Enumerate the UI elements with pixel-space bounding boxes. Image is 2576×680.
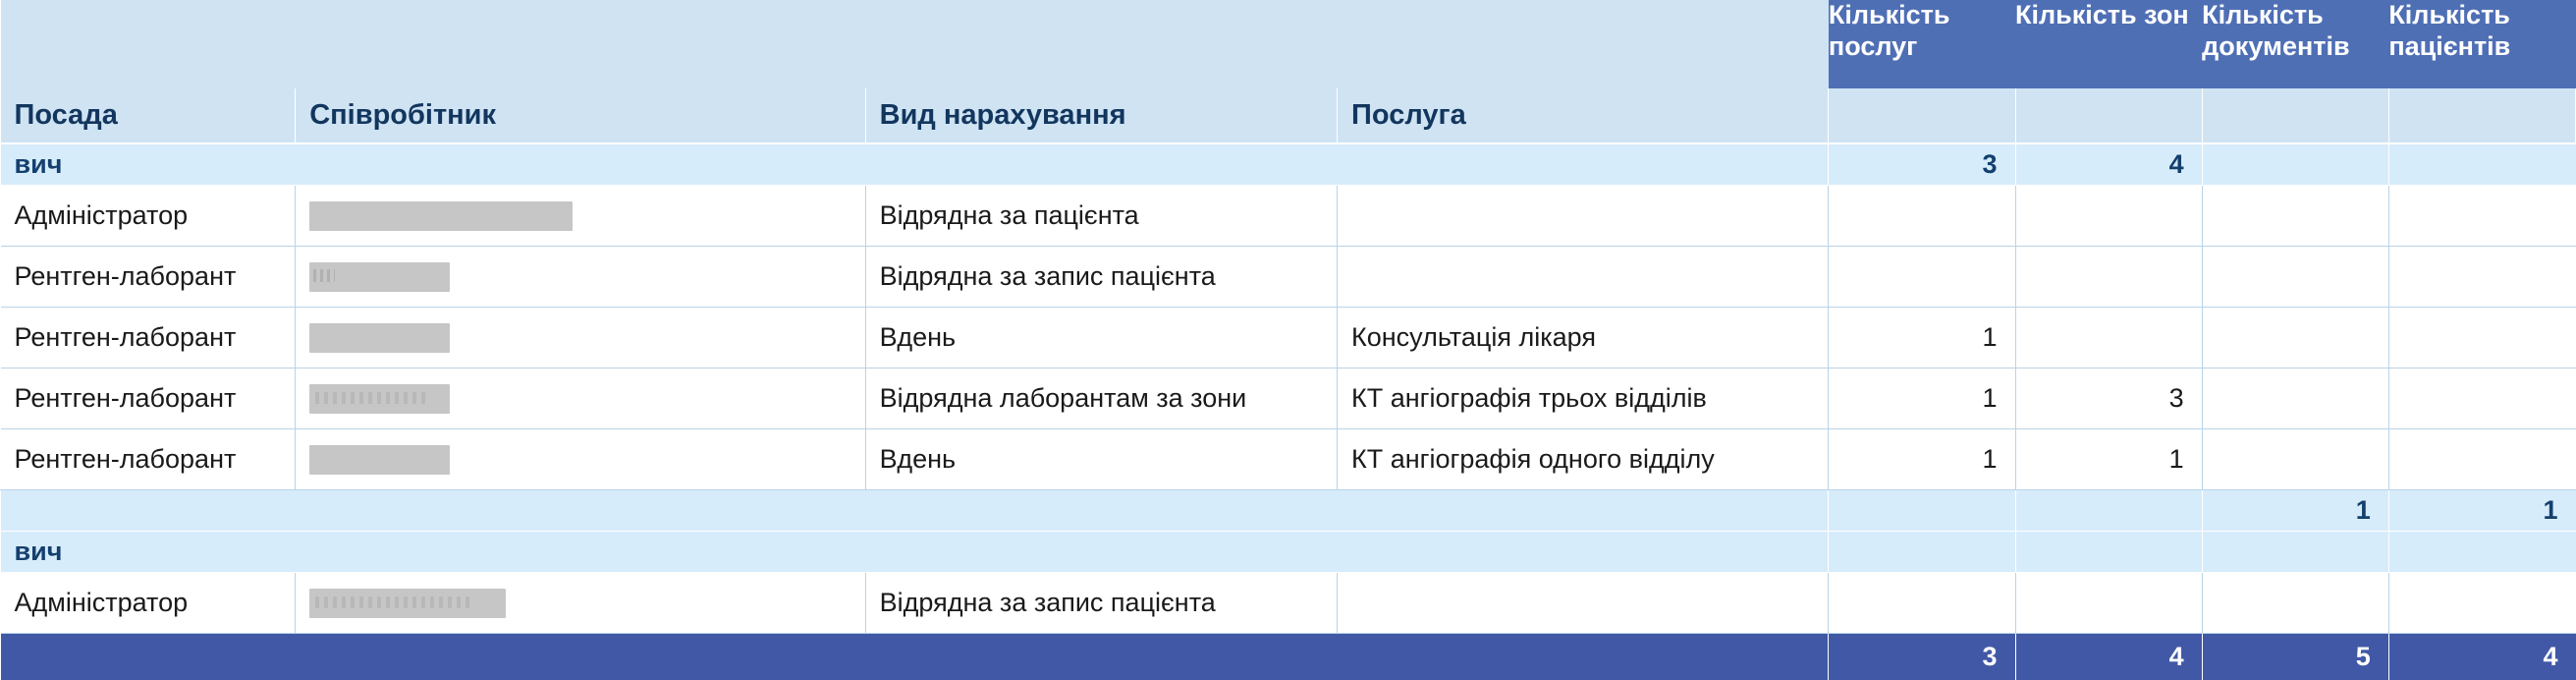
column-header-numeric-4	[2388, 88, 2575, 143]
cell-post: Рентген-лаборант	[1, 246, 296, 307]
cell-patients	[2388, 185, 2575, 246]
redacted-employee-name	[309, 445, 450, 475]
cell-zones	[2015, 246, 2202, 307]
column-header-numeric-2	[2015, 88, 2202, 143]
subtotal-patients: 1	[2388, 489, 2575, 531]
cell-kind: Відрядна за запис пацієнта	[865, 572, 1337, 633]
table-row[interactable]	[1, 368, 2576, 428]
cell-documents	[2202, 572, 2388, 633]
redacted-employee-name	[309, 201, 573, 231]
cell-services: 1	[1829, 368, 2015, 428]
group-title: вич	[1, 531, 1829, 572]
subtotal-services	[1829, 489, 2015, 531]
cell-post: Адміністратор	[1, 185, 296, 246]
cell-zones: 1	[2015, 428, 2202, 489]
cell-patients	[2388, 428, 2575, 489]
table-row[interactable]	[1, 185, 2576, 246]
cell-patients	[2388, 368, 2575, 428]
cell-post: Рентген-лаборант	[1, 428, 296, 489]
cell-service	[1338, 185, 1829, 246]
header-blank-cell	[1, 0, 1829, 88]
subtotal-documents: 1	[2202, 489, 2388, 531]
cell-documents	[2202, 428, 2388, 489]
cell-post: Адміністратор	[1, 572, 296, 633]
group-total-patients	[2388, 143, 2575, 185]
cell-kind: Відрядна за пацієнта	[865, 185, 1337, 246]
header-numeric-2: Кількість зон	[2015, 0, 2202, 88]
column-header-service: Послуга	[1338, 88, 1829, 143]
cell-employee	[296, 307, 865, 368]
cell-patients	[2388, 246, 2575, 307]
subtotal-label	[1, 489, 1829, 531]
column-header-kind: Вид нарахування	[865, 88, 1337, 143]
header-top-band	[1, 0, 2576, 88]
cell-services	[1829, 246, 2015, 307]
group-total-zones: 4	[2015, 143, 2202, 185]
header-numeric-1: Кількість послуг	[1829, 0, 2015, 88]
cell-patients	[2388, 307, 2575, 368]
group-total-services: 3	[1829, 143, 2015, 185]
grand-total-patients: 4	[2388, 633, 2575, 680]
grand-total-documents: 5	[2202, 633, 2388, 680]
header-columns-row	[1, 88, 2576, 143]
cell-kind: Вдень	[865, 307, 1337, 368]
grand-total-zones: 4	[2015, 633, 2202, 680]
cell-zones	[2015, 307, 2202, 368]
cell-zones	[2015, 185, 2202, 246]
cell-patients	[2388, 572, 2575, 633]
cell-documents	[2202, 185, 2388, 246]
cell-service	[1338, 246, 1829, 307]
column-header-numeric-3	[2202, 88, 2388, 143]
cell-documents	[2202, 368, 2388, 428]
cell-service: КТ ангіографія трьох відділів	[1338, 368, 1829, 428]
cell-post: Рентген-лаборант	[1, 368, 296, 428]
cell-zones: 3	[2015, 368, 2202, 428]
group-row[interactable]	[1, 531, 2576, 572]
header-numeric-3: Кількість документів	[2202, 0, 2388, 88]
column-header-numeric-1	[1829, 88, 2015, 143]
cell-zones	[2015, 572, 2202, 633]
header-numeric-4: Кількість пацієнтів	[2388, 0, 2575, 88]
cell-services	[1829, 572, 2015, 633]
cell-services: 1	[1829, 307, 2015, 368]
table-row[interactable]	[1, 428, 2576, 489]
cell-service	[1338, 572, 1829, 633]
group-subtotal-row	[1, 489, 2576, 531]
grand-total-row	[1, 633, 2576, 680]
grand-total-label	[1, 633, 1829, 680]
cell-employee	[296, 185, 865, 246]
redacted-employee-name	[309, 384, 450, 414]
cell-documents	[2202, 246, 2388, 307]
redacted-employee-name	[309, 323, 450, 353]
cell-employee	[296, 428, 865, 489]
group-total-documents	[2202, 531, 2388, 572]
group-total-patients	[2388, 531, 2575, 572]
cell-kind: Відрядна лаборантам за зони	[865, 368, 1337, 428]
cell-employee	[296, 246, 865, 307]
group-title: вич	[1, 143, 1829, 185]
report-body	[1, 0, 2576, 680]
cell-post: Рентген-лаборант	[1, 307, 296, 368]
cell-employee	[296, 572, 865, 633]
table-row[interactable]	[1, 307, 2576, 368]
cell-kind: Відрядна за запис пацієнта	[865, 246, 1337, 307]
subtotal-zones	[2015, 489, 2202, 531]
redacted-employee-name	[309, 589, 506, 618]
cell-services: 1	[1829, 428, 2015, 489]
cell-service: КТ ангіографія одного відділу	[1338, 428, 1829, 489]
table-row[interactable]	[1, 572, 2576, 633]
group-row[interactable]	[1, 143, 2576, 185]
column-header-post: Посада	[1, 88, 296, 143]
cell-kind: Вдень	[865, 428, 1337, 489]
cell-documents	[2202, 307, 2388, 368]
group-total-zones	[2015, 531, 2202, 572]
cell-services	[1829, 185, 2015, 246]
cell-employee	[296, 368, 865, 428]
group-total-documents	[2202, 143, 2388, 185]
grand-total-services: 3	[1829, 633, 2015, 680]
group-total-services	[1829, 531, 2015, 572]
redacted-employee-name	[309, 262, 450, 292]
cell-service: Консультація лікаря	[1338, 307, 1829, 368]
column-header-employee: Співробітник	[296, 88, 865, 143]
table-row[interactable]	[1, 246, 2576, 307]
